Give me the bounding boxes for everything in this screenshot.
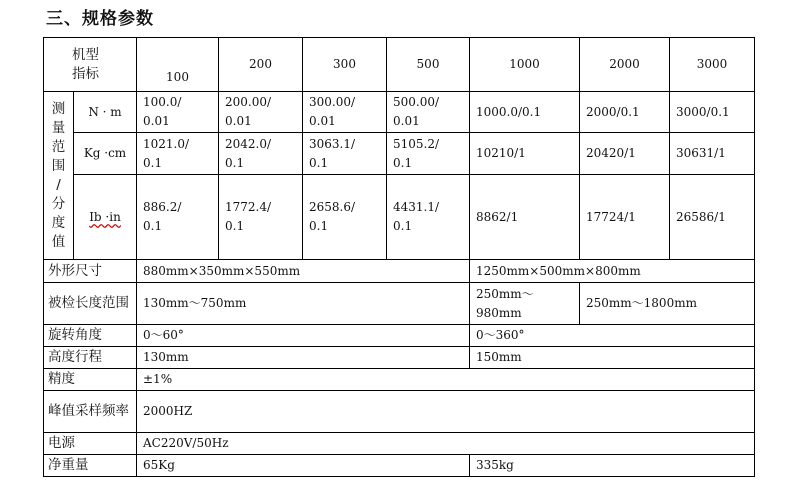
value-cell: 335kg [470,455,755,477]
value-cell: ±1% [137,369,755,391]
value-cell: 1021.0/ 0.1 [137,133,219,175]
value-cell: 26586/1 [670,175,755,260]
value-cell: 200.00/ 0.01 [219,92,303,133]
value-cell: 1000.0/0.1 [470,92,580,133]
value-cell: AC220V/50Hz [137,433,755,455]
model-header: 3000 [670,38,755,92]
unit-cell [74,175,137,260]
value-cell: 0～60° [137,325,470,347]
rotation-row [44,325,755,347]
value-cell: 130mm～750mm [137,283,470,325]
header-row [44,38,755,92]
range-label-char: 量 [51,119,66,136]
range-label-char: 范 [51,138,66,155]
corner-model-label: 机型 [72,46,99,63]
value-cell: 2042.0/ 0.1 [219,133,303,175]
row-label: 高度行程 [44,347,137,369]
model-header: 2000 [580,38,670,92]
row-label: 被检长度范围 [44,283,137,325]
model-header: 200 [219,38,303,92]
value-cell: 250mm～1800mm [580,283,755,325]
net-weight-row [44,455,755,477]
value-cell: 30631/1 [670,133,755,175]
corner-metric-label: 指标 [72,65,99,82]
value-cell: 5105.2/ 0.1 [387,133,470,175]
sampling-row [44,391,755,433]
model-header: 100 [137,38,219,92]
row-label: 电源 [44,433,137,455]
value-cell: 250mm～980mm [470,283,580,325]
value-cell: 3000/0.1 [670,92,755,133]
value-cell: 1772.4/ 0.1 [219,175,303,260]
range-label-char: 分 [51,195,66,212]
power-row [44,433,755,455]
spec-table [43,37,755,477]
accuracy-row [44,369,755,391]
dimensions-row [44,260,755,283]
value-cell: 886.2/ 0.1 [137,175,219,260]
value-cell: 1250mm×500mm×800mm [470,260,755,283]
unit-cell: N · m [74,92,137,133]
range-label-char: 值 [51,233,66,250]
model-header: 500 [387,38,470,92]
range-label-char: 度 [51,214,66,231]
range-row-kgcm [44,133,755,175]
value-cell: 2000/0.1 [580,92,670,133]
test-length-row [44,283,755,325]
value-cell: 2000HZ [137,391,755,433]
value-cell: 8862/1 [470,175,580,260]
value-cell: 880mm×350mm×550mm [137,260,470,283]
value-cell: 300.00/ 0.01 [303,92,387,133]
row-label: 旋转角度 [44,325,137,347]
row-label: 精度 [44,369,137,391]
range-row-nm [44,92,755,133]
value-cell: 17724/1 [580,175,670,260]
range-label-char: / [56,176,61,193]
value-cell: 65Kg [137,455,470,477]
row-label: 峰值采样频率 [44,391,137,433]
section-title: 三、规格参数 [46,9,154,29]
model-header: 300 [303,38,387,92]
unit-label-lbin: Ib ·in [89,209,121,224]
unit-cell: Kg ·cm [74,133,137,175]
value-cell: 100.0/ 0.01 [137,92,219,133]
value-cell: 0～360° [470,325,755,347]
value-cell: 130mm [137,347,470,369]
height-travel-row [44,347,755,369]
value-cell: 20420/1 [580,133,670,175]
range-label-char: 测 [51,100,66,117]
value-cell: 150mm [470,347,755,369]
value-cell: 10210/1 [470,133,580,175]
range-row-lbin [44,175,755,260]
model-header: 1000 [470,38,580,92]
value-cell: 2658.6/ 0.1 [303,175,387,260]
range-label-vertical [44,92,74,260]
value-cell: 500.00/ 0.01 [387,92,470,133]
range-label-char: 围 [51,157,66,174]
value-cell: 4431.1/ 0.1 [387,175,470,260]
value-cell: 3063.1/ 0.1 [303,133,387,175]
corner-header-cell [44,38,137,92]
row-label: 净重量 [44,455,137,477]
row-label: 外形尺寸 [44,260,137,283]
